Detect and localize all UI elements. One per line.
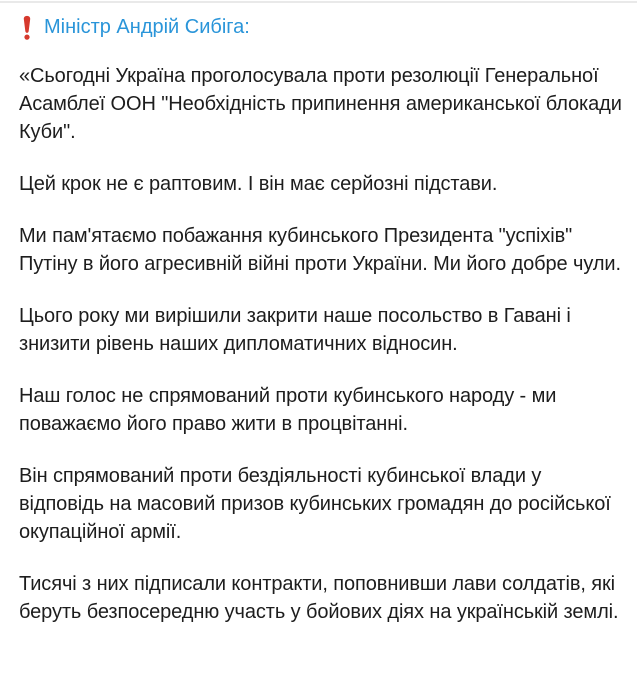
message-paragraph: Наш голос не спрямований проти кубинського народу - ми поважаємо його право жити в процвітанні. [19, 385, 557, 435]
message-body [19, 62, 626, 626]
message-paragraph: Цього року ми вирішили закрити наше посольство в Гавані і знизити рівень наших дипломатичних відносин. [19, 305, 571, 355]
message-paragraph: «Сьогодні Україна проголосувала проти резолюції Генеральної Асамблеї ООН "Необхідність припинення американської блокади Куби". [19, 65, 622, 143]
message-paragraph: Цей крок не є раптовим. І він має серйозні підстави. [19, 173, 498, 195]
author-mention-link[interactable]: Міністр Андрій Сибіга: [44, 16, 250, 38]
post-header [21, 13, 626, 41]
top-divider [0, 1, 637, 3]
red-exclamation-icon [21, 15, 33, 40]
message-paragraph: Він спрямований проти бездіяльності кубинської влади у відповідь на масовий призов кубинських громадян до російської окупаційної армії. [19, 465, 611, 543]
message-paragraph: Ми пам'ятаємо побажання кубинського Президента "успіхів" Путіну в його агресивній війні проти України. Ми його добре чули. [19, 225, 621, 275]
message-paragraph: Тисячі з них підписали контракти, поповнивши лави солдатів, які беруть безпосередню участь у бойових діях на українській землі. [19, 573, 619, 623]
